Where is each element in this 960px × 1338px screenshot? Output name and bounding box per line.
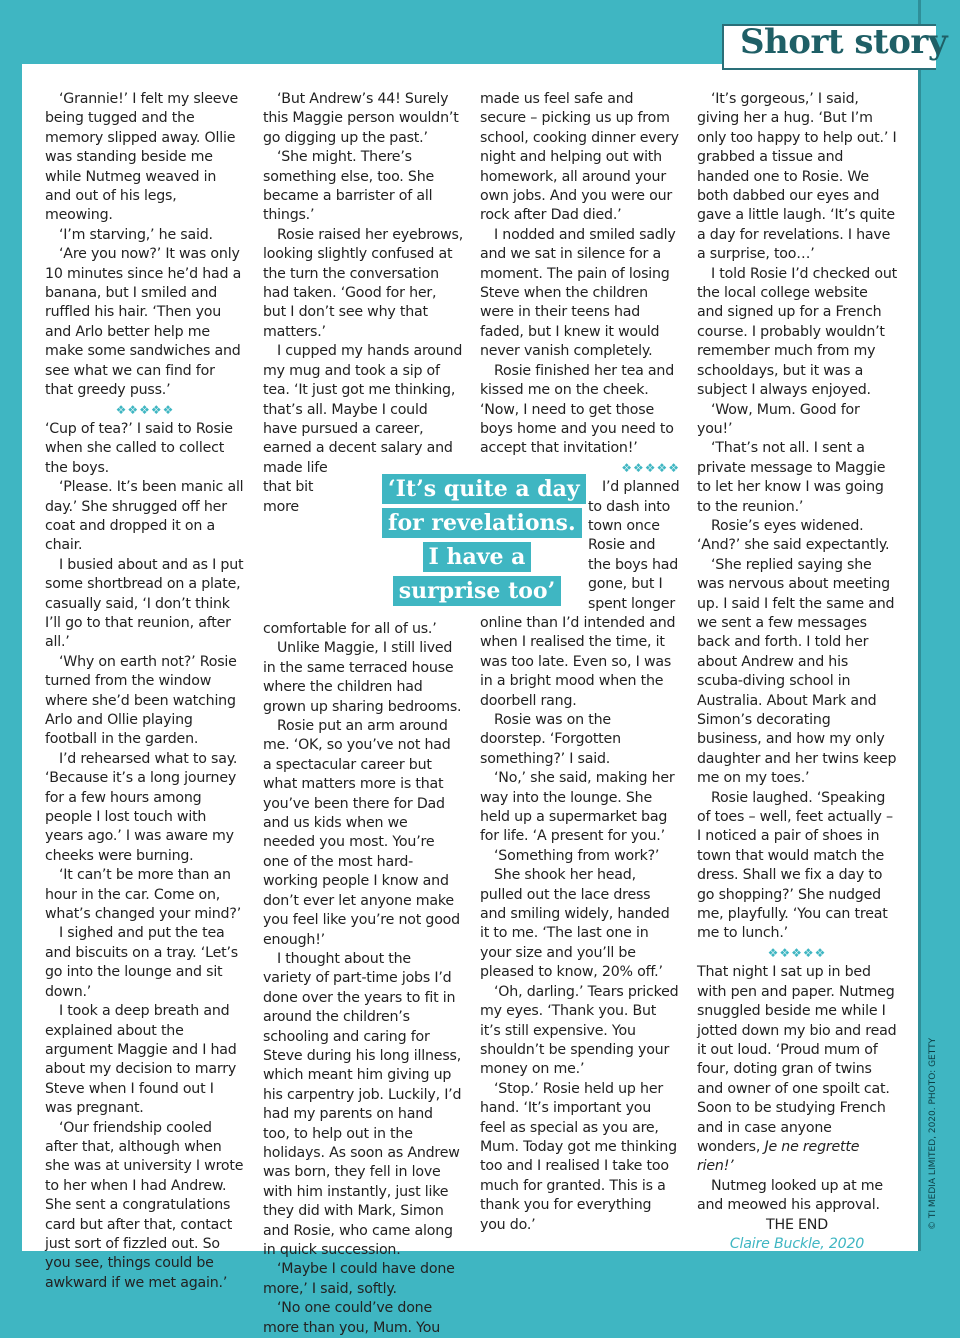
paragraph: ‘Please. It’s been manic all day.’ She shrugged off her coat and dropped it on a chair. — [45, 479, 244, 554]
paragraph: Unlike Maggie, I still lived in the same terraced house where the children had grown up sharing bedrooms. — [263, 640, 462, 715]
paragraph: ‘Are you now?’ It was only 10 minutes since he’d had a banana, but I smiled and ruffled his hair. ‘Then you and Arlo better help me make some sandwiches and see what we can find for that greedy puss.’ — [45, 246, 242, 399]
paragraph: ‘Wow, Mum. Good for you!’ — [697, 401, 860, 437]
paragraph: ‘No one could’ve done more than you, Mum. You — [263, 1300, 441, 1336]
paragraph: ‘No,’ she said, making her way into the lounge. She held up a supermarket bag for life. ‘A present for you.’ — [480, 770, 675, 845]
column-4 — [697, 90, 897, 1254]
section-ornament: ❖❖❖❖❖ — [767, 945, 827, 960]
paragraph: ‘She replied saying she was nervous about meeting up. I said I felt the same and we sent a few messages back and forth. I told her about Andrew and his scuba-diving school in Australia. About Mark and Simon’s decorating business, and how my only daughter and her twins keep me on my toes.’ — [697, 556, 897, 787]
paragraph: I thought about the variety of part-time jobs I’d done over the years to fit in around the children’s schooling and caring for Steve during his long illness, which meant him giving up his carpentry job. Luckily, I’d had my parents on hand too, to help out in the holidays. As soon as Andrew was born, they fell in love with him instantly, just like they did with Mark, Simon and Rosie, who came along in quick succession. — [263, 950, 462, 1258]
paragraph: ‘It’s gorgeous,’ I said, giving her a hug. ‘But I’m only too happy to help out.’ I grabbed a tissue and handed one to Rosie. We both dabbed our eyes and gave a little laugh. ‘It’s quite a day for revelations. I have a surprise, too…’ — [697, 91, 897, 263]
paragraph: ‘Stop.’ Rosie held up her hand. ‘It’s important you feel as special as you are, Mum. Today got me thinking too and I realised I take too much for granted. This is a thank you for everything you do.’ — [480, 1080, 677, 1233]
paragraph: I busied about and as I put some shortbread on a plate, casually said, ‘I don’t think I’ll go to that reunion, after all.’ — [45, 556, 244, 651]
paragraph: ‘Maybe I could have done more,’ I said, softly. — [263, 1261, 455, 1297]
paragraph: ‘Cup of tea?’ I said to Rosie when she called to collect the boys. — [45, 420, 233, 476]
the-end: THE END — [766, 1216, 828, 1233]
paragraph: Rosie laughed. ‘Speaking of toes – well, feet actually – I noticed a pair of shoes in town that would match the dress. Shall we fix a day to go shopping?’ She nudged me, playfully. ‘You can treat me to lunch.’ — [697, 789, 893, 942]
paragraph: I sighed and put the tea and biscuits on a tray. ‘Let’s go into the lounge and sit down.’ — [45, 925, 238, 1000]
page-title: Short story — [740, 22, 948, 62]
paragraph: Rosie’s eyes widened. ‘And?’ she said expectantly. — [697, 517, 890, 554]
paragraph — [697, 963, 897, 1176]
pull-quote-line: surprise too’ — [393, 576, 562, 606]
copyright-credit: © TI MEDIA LIMITED, 2020. PHOTO: GETTY — [928, 1037, 938, 1230]
pull-quote-line: for revelations. — [382, 508, 582, 538]
paragraph: I’d planned to dash into town once Rosie and the boys had gone, but I spent longer online than I’d intended and when I realised the time, it was too late. Even so, I was in a bright mood when the doorbell rang. — [480, 479, 680, 709]
paragraph: Rosie raised her eyebrows, looking slightly confused at the turn the conversation had taken. ‘Good for her, but I don’t see why that matters.’ — [263, 226, 464, 340]
paragraph: ‘I’m starving,’ he said. — [59, 226, 213, 243]
paragraph: ‘But Andrew’s 44! Surely this Maggie person wouldn’t go digging up the past.’ — [263, 91, 459, 146]
paragraph-text: That night I sat up in bed with pen and paper. Nutmeg snuggled beside me while I jotted down my bio and read it out loud. ‘Proud mum of four, doting gran of twins and owner of one spoilt cat. Soon to be studying French and in case anyone wonders, — [697, 964, 897, 1155]
paragraph: Rosie finished her tea and kissed me on the cheek. ‘Now, I need to get those boys home and you need to accept that invitation!’ — [480, 362, 675, 457]
pull-quote-line: I have a — [423, 542, 532, 572]
paragraph: I told Rosie I’d checked out the local college website and signed up for a French course. I probably wouldn’t remember much from my schooldays, but it was a subject I always enjoyed. — [697, 265, 897, 399]
paragraph: Rosie was on the doorstep. ‘Forgotten something?’ I said. — [480, 712, 621, 767]
paragraph: Rosie put an arm around me. ‘OK, so you’ve not had a spectacular career but what matters more is that you’ve been there for Dad and us kids when we needed you most. You’re one of the most hard-working people I know and don’t ever let anyone make you feel like you’re not good enough!’ — [263, 718, 460, 948]
pull-quote — [382, 472, 580, 608]
paragraph: ‘Something from work?’ — [494, 847, 660, 864]
paragraph: I cupped my hands around my mug and took a sip of tea. ‘It just got me thinking, that’s all. Maybe I could have pursued a career, earned a decent salary and made life that bit more comfortable for all of us.’ — [263, 343, 463, 637]
paragraph: ‘It can’t be more than an hour in the car. Come on, what’s changed your mind?’ — [45, 867, 242, 923]
column-1 — [45, 90, 245, 1293]
paragraph: ‘Why on earth not?’ Rosie turned from the window where she’d been watching Arlo and Ollie playing football in the garden. — [45, 653, 237, 748]
paragraph: ‘Our friendship cooled after that, although when she was at university I wrote to her when I had Andrew. She sent a congratulations card but after that, contact just sort of fizzled out. So you see, things could be awkward if we met again.’ — [45, 1119, 244, 1291]
paragraph: Nutmeg looked up at me and meowed his approval. — [697, 1177, 883, 1214]
paragraph: I’d rehearsed what to say. ‘Because it’s a long journey for a few hours among people I lost touch with years ago.’ I was aware my cheeks were burning. — [45, 750, 238, 864]
paragraph: made us feel safe and secure – picking us up from school, cooking dinner every night and helping out with homework, all around your own jobs. And you were our rock after Dad died.’ — [480, 91, 679, 224]
french-phrase: Je ne regrette rien!’ — [697, 1138, 860, 1175]
column-2 — [263, 90, 463, 1338]
paragraph: ‘Oh, darling.’ Tears pricked my eyes. ‘Thank you. But it’s still expensive. You shouldn’t be spending your money on me.’ — [480, 983, 679, 1078]
pull-quote-line: ‘It’s quite a day — [382, 474, 586, 504]
column-3 — [480, 90, 680, 1235]
author-credit: Claire Buckle, 2020 — [729, 1235, 865, 1252]
section-ornament: ❖❖❖❖❖ — [621, 460, 680, 475]
paragraph: ‘She might. There’s something else, too. She became a barrister of all things.’ — [263, 149, 435, 224]
paragraph: I nodded and smiled sadly and we sat in silence for a moment. The pain of losing Steve when the children were in their teens had faded, but I knew it would never vanish completely. — [480, 226, 676, 360]
paragraph: ‘Grannie!’ I felt my sleeve being tugged and the memory slipped away. Ollie was standing beside me while Nutmeg weaved in and out of his legs, meowing. — [45, 91, 239, 224]
paragraph: ‘That’s not all. I sent a private message to Maggie to let her know I was going to the reunion.’ — [697, 440, 886, 515]
paragraph: She shook her head, pulled out the lace dress and smiling widely, handed it to me. ‘The last one in your size and you’ll be pleased to know, 20% off.’ — [480, 867, 670, 981]
section-ornament: ❖❖❖❖❖ — [115, 402, 175, 417]
paragraph: I took a deep breath and explained about the argument Maggie and I had about my decision to marry Steve when I found out I was pregnant. — [45, 1003, 237, 1117]
